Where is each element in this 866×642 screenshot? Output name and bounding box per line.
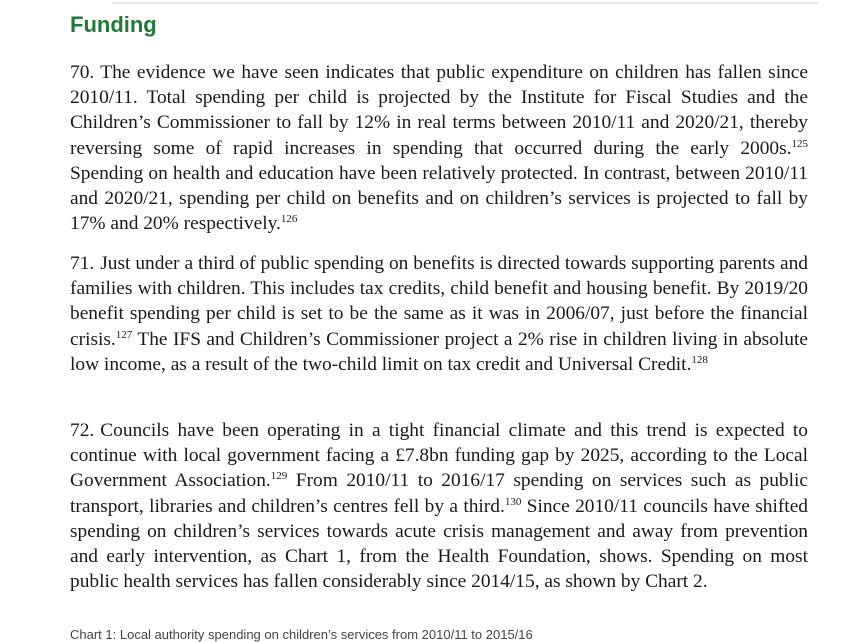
paragraph-text: Since 2010/11 councils have shifted spending on children’s services towards acute crisis management and away from prevention and early intervention, as Chart 1, from the Health Foundation, shows. Spending on most public health services has fallen considerably since 2014/15, as shown by Chart 2.	[70, 495, 808, 593]
footnote-ref[interactable]: 128	[691, 353, 708, 366]
footnote-ref[interactable]: 127	[115, 328, 133, 341]
footnote-ref[interactable]: 130	[504, 495, 522, 508]
paragraph-70	[70, 60, 808, 236]
paragraph-number: 70.	[70, 62, 95, 83]
paragraph-number: 72.	[70, 420, 95, 441]
paragraph-text: Councils have been operating in a tight financial climate and this trend is expected to continue with local government facing a £7.8bn funding gap by 2025, according to the Local Government Association.	[70, 420, 808, 492]
paragraph-text: Spending on health and education have been relatively protected. In contrast, between 2010/11 and 2020/21, spending per child on benefits and on children’s services is projected to fall by 17% and 20% respectively.	[70, 162, 808, 235]
paragraph-text: The IFS and Children’s Commissioner project a 2% rise in children living in absolute low income, as a result of the two-child limit on tax credit and Universal Credit.	[70, 328, 808, 375]
paragraph-number: 71.	[70, 253, 95, 274]
footnote-ref[interactable]: 126	[280, 213, 298, 226]
chart-caption: Chart 1: Local authority spending on children’s services from 2010/11 to 2015/16	[70, 627, 533, 642]
paragraph-text: The evidence we have seen indicates that public expenditure on children has fallen since 2010/11. Total spending per child is projected by the Institute for Fiscal Studies and the Children’s Commissioner to fall by 12% in real terms between 2010/11 and 2020/21, thereby reversing some of rapid increases in spending that occurred during the early 2000s.	[70, 62, 808, 159]
top-divider	[112, 2, 818, 4]
paragraph-text: Just under a third of public spending on benefits is directed towards supporting parents and families with children. This includes tax credits, child benefit and housing benefit. By 2019/20 benefit spending per child is set to be the same as it was in 2006/07, just before the financial crisis.	[70, 253, 808, 350]
paragraph-72	[70, 418, 808, 594]
paragraph-71	[70, 251, 808, 377]
footnote-ref[interactable]: 129	[270, 470, 288, 483]
section-heading: Funding	[70, 12, 157, 37]
paragraph-text: From 2010/11 to 2016/17 spending on services such as public transport, libraries and children’s centres fell by a third.	[70, 470, 808, 517]
footnote-ref[interactable]: 125	[791, 137, 808, 150]
